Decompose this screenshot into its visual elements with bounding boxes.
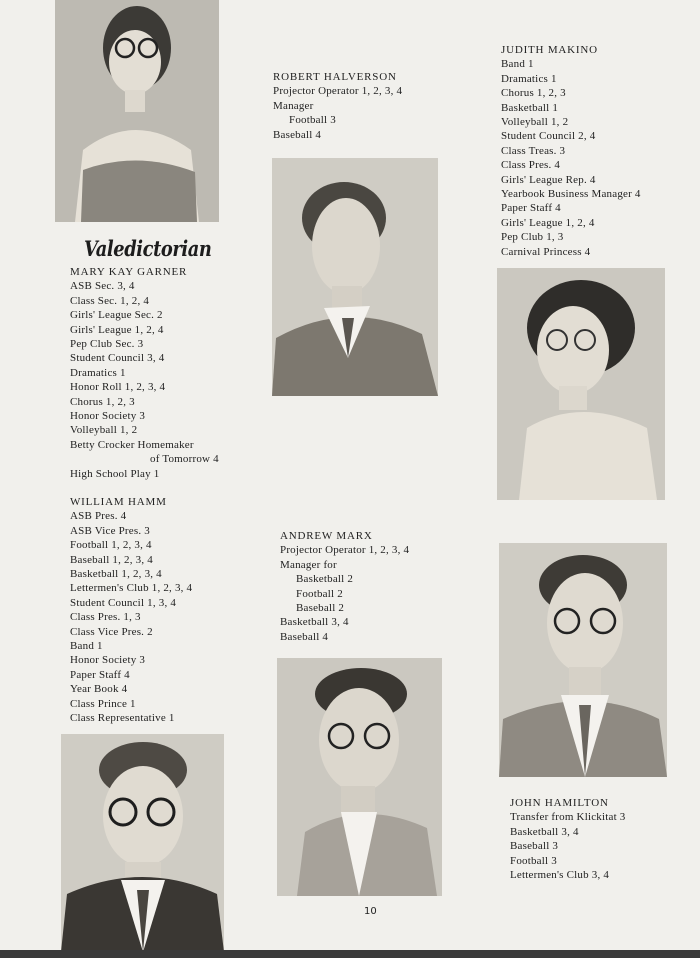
student-name: ROBERT HALVERSON [273, 71, 397, 83]
activity: Year Book 4 [70, 683, 128, 696]
student-name: WILLIAM HAMM [70, 496, 167, 508]
photo-robert-halverson [272, 158, 438, 396]
activity: Class Pres. 1, 3 [70, 611, 141, 624]
activity: Class Pres. 4 [501, 159, 561, 172]
activity: Volleyball 1, 2 [501, 116, 569, 129]
activity: Girls' League 1, 2, 4 [501, 216, 595, 229]
student-judith-makino [501, 43, 641, 259]
activity: Basketball 2 [296, 573, 354, 586]
activity: Basketball 1 [501, 101, 559, 114]
activity: Class Representative 1 [70, 712, 175, 725]
activity: Pep Club Sec. 3 [70, 338, 144, 351]
activity: Lettermen's Club 3, 4 [510, 869, 610, 882]
activity: Honor Society 3 [70, 410, 146, 423]
activity: Baseball 2 [296, 602, 345, 615]
activity: Transfer from Klickitat 3 [510, 811, 626, 824]
activity: Honor Roll 1, 2, 3, 4 [70, 381, 166, 394]
photo-mary-kay-garner [55, 0, 219, 222]
photo-john-hamilton [499, 543, 667, 777]
student-name: JUDITH MAKINO [501, 44, 598, 56]
activity: Class Treas. 3 [501, 144, 566, 157]
activity: Band 1 [70, 640, 103, 653]
activity: Student Council 2, 4 [501, 130, 596, 143]
activity: Chorus 1, 2, 3 [501, 87, 566, 100]
activity: Football 3 [289, 114, 336, 127]
activity: Volleyball 1, 2 [70, 424, 138, 437]
activity: Manager [273, 99, 314, 112]
activity: ASB Sec. 3, 4 [70, 280, 135, 293]
activity: Carnival Princess 4 [501, 245, 591, 258]
activity: Baseball 3 [510, 840, 559, 853]
valedictorian-heading: Valedictorian [84, 236, 212, 261]
student-name: ANDREW MARX [280, 530, 373, 542]
activity: Football 3 [510, 854, 557, 867]
activity: Class Prince 1 [70, 697, 136, 710]
activity: Paper Staff 4 [501, 202, 561, 215]
activity: Baseball 1, 2, 3, 4 [70, 553, 153, 566]
activity: Girls' League 1, 2, 4 [70, 323, 164, 336]
activity: Pep Club 1, 3 [501, 231, 564, 244]
activity: Class Sec. 1, 2, 4 [70, 294, 150, 307]
activity: Football 2 [296, 587, 343, 600]
photo-william-hamm [61, 734, 224, 952]
activity: of Tomorrow 4 [150, 453, 219, 466]
activity: ASB Pres. 4 [70, 510, 127, 523]
activity: Projector Operator 1, 2, 3, 4 [280, 544, 410, 557]
activity: Dramatics 1 [501, 72, 557, 85]
activity: Lettermen's Club 1, 2, 3, 4 [70, 582, 193, 595]
activity: Basketball 3, 4 [280, 616, 349, 629]
student-mary-kay-garner [70, 265, 219, 481]
activity: Yearbook Business Manager 4 [501, 188, 641, 201]
activity: Basketball 1, 2, 3, 4 [70, 568, 162, 581]
activity: Student Council 1, 3, 4 [70, 596, 177, 609]
activity: Manager for [280, 558, 337, 571]
student-william-hamm [70, 495, 192, 726]
activity: Baseball 4 [280, 630, 329, 643]
activity: Paper Staff 4 [70, 668, 130, 681]
activity: Football 1, 2, 3, 4 [70, 539, 152, 552]
activity: ASB Vice Pres. 3 [70, 524, 150, 537]
activity: Band 1 [501, 58, 534, 71]
activity: Betty Crocker Homemaker [70, 438, 194, 451]
activity: Projector Operator 1, 2, 3, 4 [273, 85, 403, 98]
activity: Basketball 3, 4 [510, 825, 579, 838]
photo-andrew-marx [277, 658, 442, 896]
activity: Girls' League Rep. 4 [501, 173, 596, 186]
activity: Class Vice Pres. 2 [70, 625, 153, 638]
student-robert-halverson [273, 70, 402, 142]
page-number: 10 [364, 906, 377, 917]
activity: Dramatics 1 [70, 366, 126, 379]
activity: Honor Society 3 [70, 654, 146, 667]
student-john-hamilton [510, 796, 626, 882]
activity: Baseball 4 [273, 128, 322, 141]
student-name: MARY KAY GARNER [70, 266, 188, 278]
activity: Girls' League Sec. 2 [70, 309, 163, 322]
activity: Student Council 3, 4 [70, 352, 165, 365]
activity: High School Play 1 [70, 467, 160, 480]
student-name: JOHN HAMILTON [510, 797, 609, 809]
activity: Chorus 1, 2, 3 [70, 395, 135, 408]
student-andrew-marx [280, 529, 409, 644]
page-bottom-edge [0, 950, 700, 958]
photo-judith-makino [497, 268, 665, 500]
